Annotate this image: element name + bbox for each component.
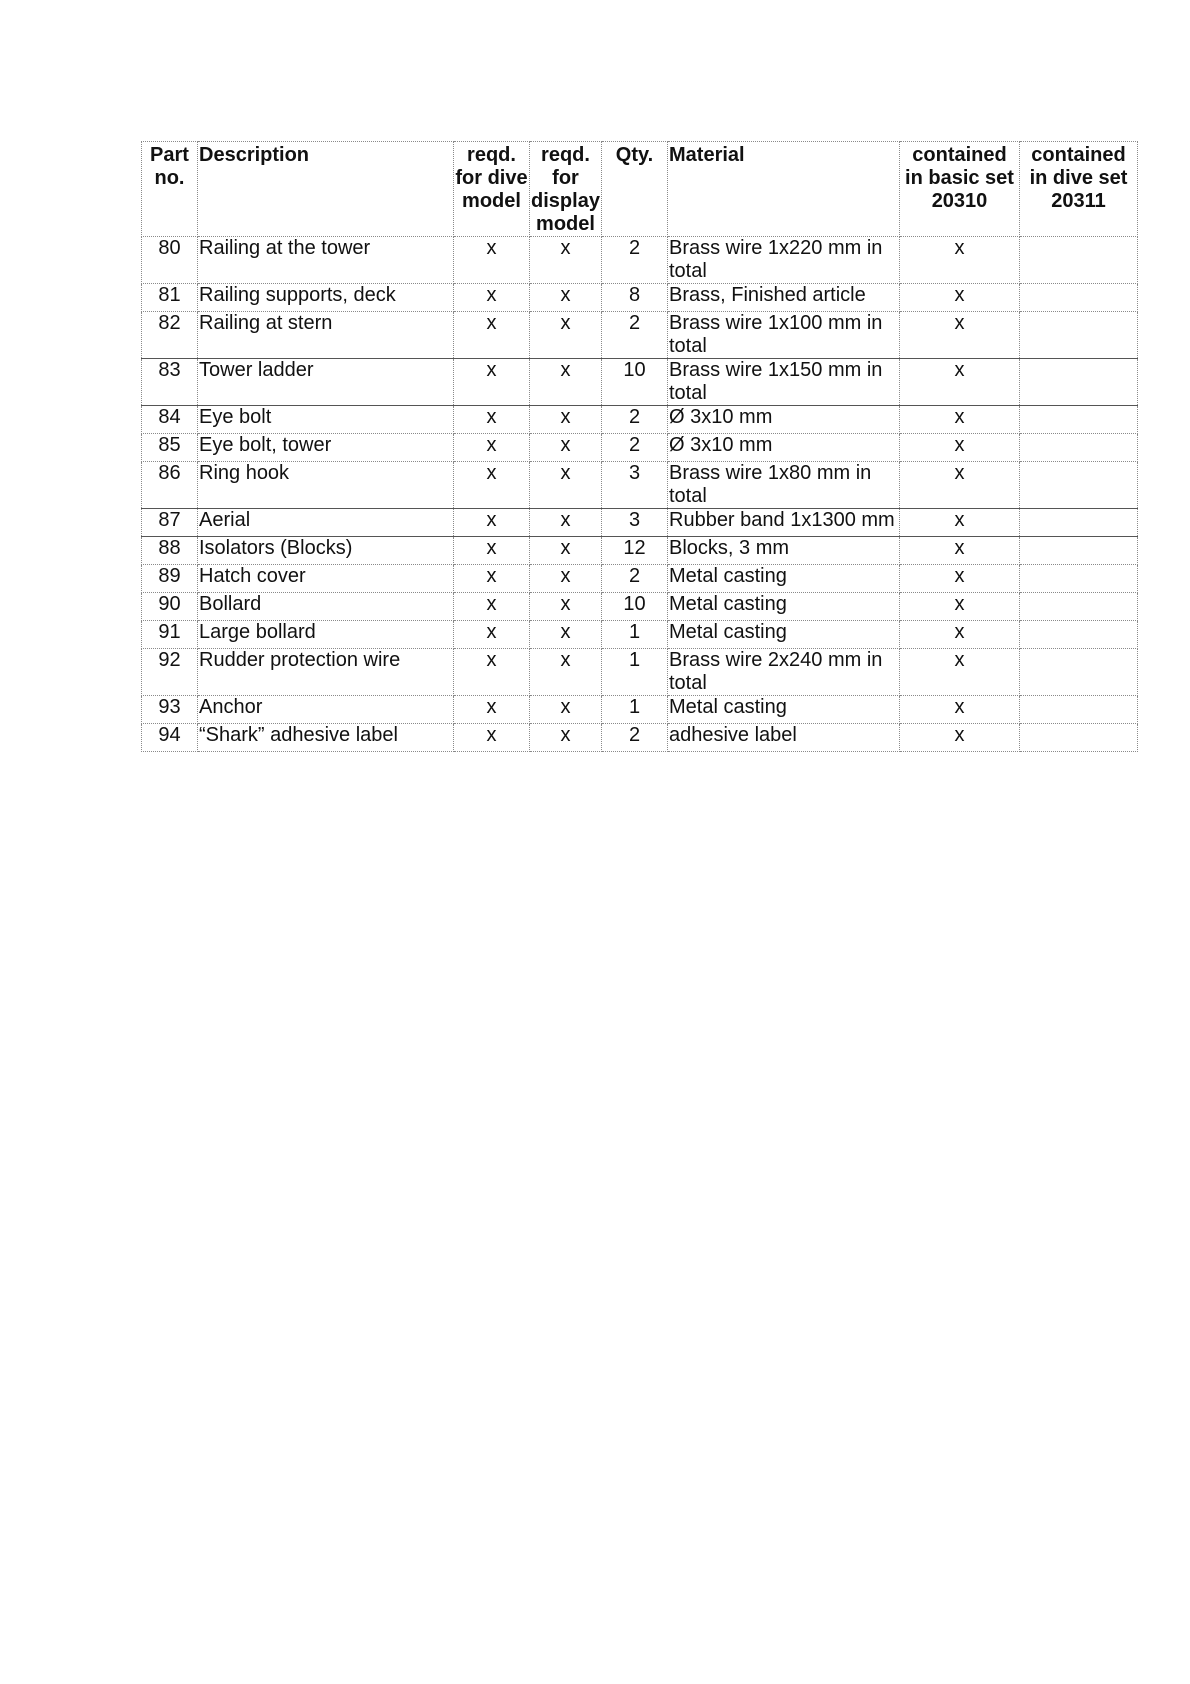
cell-reqd-dive: x: [454, 359, 530, 406]
header-dive-set: contained in dive set 20311: [1020, 142, 1138, 237]
cell-basic-set: x: [900, 649, 1020, 696]
header-basic-set: contained in basic set 20310: [900, 142, 1020, 237]
cell-material: Ø 3x10 mm: [668, 434, 900, 462]
cell-basic-set: x: [900, 593, 1020, 621]
cell-material: Brass wire 2x240 mm in total: [668, 649, 900, 696]
cell-qty: 2: [602, 565, 668, 593]
cell-dive-set: [1020, 724, 1138, 752]
cell-basic-set: x: [900, 621, 1020, 649]
cell-reqd-display: x: [530, 565, 602, 593]
cell-part-no: 80: [142, 237, 198, 284]
parts-list-page: [141, 141, 1137, 752]
cell-material: Brass wire 1x220 mm in total: [668, 237, 900, 284]
cell-basic-set: x: [900, 537, 1020, 565]
cell-reqd-display: x: [530, 406, 602, 434]
cell-reqd-dive: x: [454, 237, 530, 284]
cell-reqd-dive: x: [454, 434, 530, 462]
table-row: [142, 724, 1138, 752]
cell-material: Ø 3x10 mm: [668, 406, 900, 434]
cell-qty: 2: [602, 434, 668, 462]
cell-reqd-display: x: [530, 237, 602, 284]
cell-reqd-display: x: [530, 462, 602, 509]
cell-reqd-dive: x: [454, 406, 530, 434]
cell-basic-set: x: [900, 406, 1020, 434]
header-description: Description: [198, 142, 454, 237]
table-row: [142, 565, 1138, 593]
cell-dive-set: [1020, 649, 1138, 696]
cell-qty: 2: [602, 406, 668, 434]
header-part-no: Part no.: [142, 142, 198, 237]
cell-reqd-dive: x: [454, 537, 530, 565]
cell-reqd-display: x: [530, 696, 602, 724]
header-qty: Qty.: [602, 142, 668, 237]
cell-description: Hatch cover: [198, 565, 454, 593]
table-row: [142, 593, 1138, 621]
cell-reqd-display: x: [530, 593, 602, 621]
table-row: [142, 649, 1138, 696]
cell-reqd-display: x: [530, 537, 602, 565]
cell-reqd-dive: x: [454, 284, 530, 312]
table-row: [142, 509, 1138, 537]
cell-dive-set: [1020, 696, 1138, 724]
cell-part-no: 94: [142, 724, 198, 752]
cell-material: Metal casting: [668, 696, 900, 724]
cell-dive-set: [1020, 284, 1138, 312]
cell-qty: 2: [602, 237, 668, 284]
cell-description: Anchor: [198, 696, 454, 724]
header-reqd-display: reqd. for display model: [530, 142, 602, 237]
cell-dive-set: [1020, 462, 1138, 509]
cell-qty: 1: [602, 649, 668, 696]
cell-basic-set: x: [900, 284, 1020, 312]
cell-part-no: 85: [142, 434, 198, 462]
cell-reqd-dive: x: [454, 649, 530, 696]
cell-reqd-display: x: [530, 724, 602, 752]
cell-dive-set: [1020, 621, 1138, 649]
cell-dive-set: [1020, 237, 1138, 284]
cell-description: Bollard: [198, 593, 454, 621]
cell-description: Railing at the tower: [198, 237, 454, 284]
cell-reqd-dive: x: [454, 724, 530, 752]
cell-part-no: 92: [142, 649, 198, 696]
cell-description: Aerial: [198, 509, 454, 537]
cell-part-no: 93: [142, 696, 198, 724]
cell-part-no: 81: [142, 284, 198, 312]
cell-basic-set: x: [900, 509, 1020, 537]
cell-qty: 10: [602, 593, 668, 621]
cell-qty: 2: [602, 724, 668, 752]
cell-reqd-display: x: [530, 359, 602, 406]
cell-description: Railing at stern: [198, 312, 454, 359]
cell-reqd-dive: x: [454, 509, 530, 537]
cell-dive-set: [1020, 537, 1138, 565]
table-row: [142, 312, 1138, 359]
cell-dive-set: [1020, 565, 1138, 593]
cell-qty: 1: [602, 696, 668, 724]
cell-part-no: 87: [142, 509, 198, 537]
table-row: [142, 237, 1138, 284]
cell-basic-set: x: [900, 462, 1020, 509]
cell-basic-set: x: [900, 312, 1020, 359]
cell-description: Eye bolt, tower: [198, 434, 454, 462]
header-material: Material: [668, 142, 900, 237]
cell-dive-set: [1020, 406, 1138, 434]
cell-description: Ring hook: [198, 462, 454, 509]
cell-basic-set: x: [900, 237, 1020, 284]
header-reqd-dive: reqd. for dive model: [454, 142, 530, 237]
cell-reqd-display: x: [530, 509, 602, 537]
cell-basic-set: x: [900, 359, 1020, 406]
cell-qty: 1: [602, 621, 668, 649]
cell-qty: 3: [602, 509, 668, 537]
cell-part-no: 88: [142, 537, 198, 565]
cell-part-no: 89: [142, 565, 198, 593]
cell-qty: 3: [602, 462, 668, 509]
cell-description: “Shark” adhesive label: [198, 724, 454, 752]
cell-reqd-display: x: [530, 621, 602, 649]
cell-material: Rubber band 1x1300 mm: [668, 509, 900, 537]
table-row: [142, 696, 1138, 724]
table-row: [142, 284, 1138, 312]
cell-material: Metal casting: [668, 593, 900, 621]
cell-dive-set: [1020, 509, 1138, 537]
cell-part-no: 86: [142, 462, 198, 509]
cell-reqd-display: x: [530, 284, 602, 312]
cell-dive-set: [1020, 359, 1138, 406]
cell-reqd-dive: x: [454, 565, 530, 593]
cell-basic-set: x: [900, 565, 1020, 593]
parts-table: [141, 141, 1138, 752]
cell-reqd-dive: x: [454, 696, 530, 724]
cell-part-no: 90: [142, 593, 198, 621]
cell-dive-set: [1020, 593, 1138, 621]
cell-dive-set: [1020, 434, 1138, 462]
cell-description: Rudder protection wire: [198, 649, 454, 696]
cell-material: adhesive label: [668, 724, 900, 752]
cell-reqd-display: x: [530, 434, 602, 462]
cell-part-no: 91: [142, 621, 198, 649]
cell-description: Eye bolt: [198, 406, 454, 434]
cell-qty: 2: [602, 312, 668, 359]
cell-description: Isolators (Blocks): [198, 537, 454, 565]
cell-qty: 12: [602, 537, 668, 565]
cell-qty: 10: [602, 359, 668, 406]
cell-reqd-display: x: [530, 649, 602, 696]
table-row: [142, 621, 1138, 649]
table-row: [142, 537, 1138, 565]
cell-reqd-dive: x: [454, 621, 530, 649]
cell-basic-set: x: [900, 724, 1020, 752]
cell-basic-set: x: [900, 434, 1020, 462]
cell-part-no: 82: [142, 312, 198, 359]
cell-part-no: 84: [142, 406, 198, 434]
cell-material: Brass wire 1x80 mm in total: [668, 462, 900, 509]
cell-material: Brass wire 1x100 mm in total: [668, 312, 900, 359]
table-row: [142, 462, 1138, 509]
cell-part-no: 83: [142, 359, 198, 406]
cell-reqd-dive: x: [454, 462, 530, 509]
cell-reqd-dive: x: [454, 593, 530, 621]
cell-description: Large bollard: [198, 621, 454, 649]
cell-reqd-display: x: [530, 312, 602, 359]
cell-basic-set: x: [900, 696, 1020, 724]
cell-material: Brass wire 1x150 mm in total: [668, 359, 900, 406]
table-row: [142, 406, 1138, 434]
cell-description: Railing supports, deck: [198, 284, 454, 312]
table-header-row: [142, 142, 1138, 237]
cell-dive-set: [1020, 312, 1138, 359]
cell-description: Tower ladder: [198, 359, 454, 406]
table-row: [142, 359, 1138, 406]
cell-material: Brass, Finished article: [668, 284, 900, 312]
cell-qty: 8: [602, 284, 668, 312]
table-row: [142, 434, 1138, 462]
cell-material: Blocks, 3 mm: [668, 537, 900, 565]
cell-material: Metal casting: [668, 621, 900, 649]
cell-reqd-dive: x: [454, 312, 530, 359]
cell-material: Metal casting: [668, 565, 900, 593]
